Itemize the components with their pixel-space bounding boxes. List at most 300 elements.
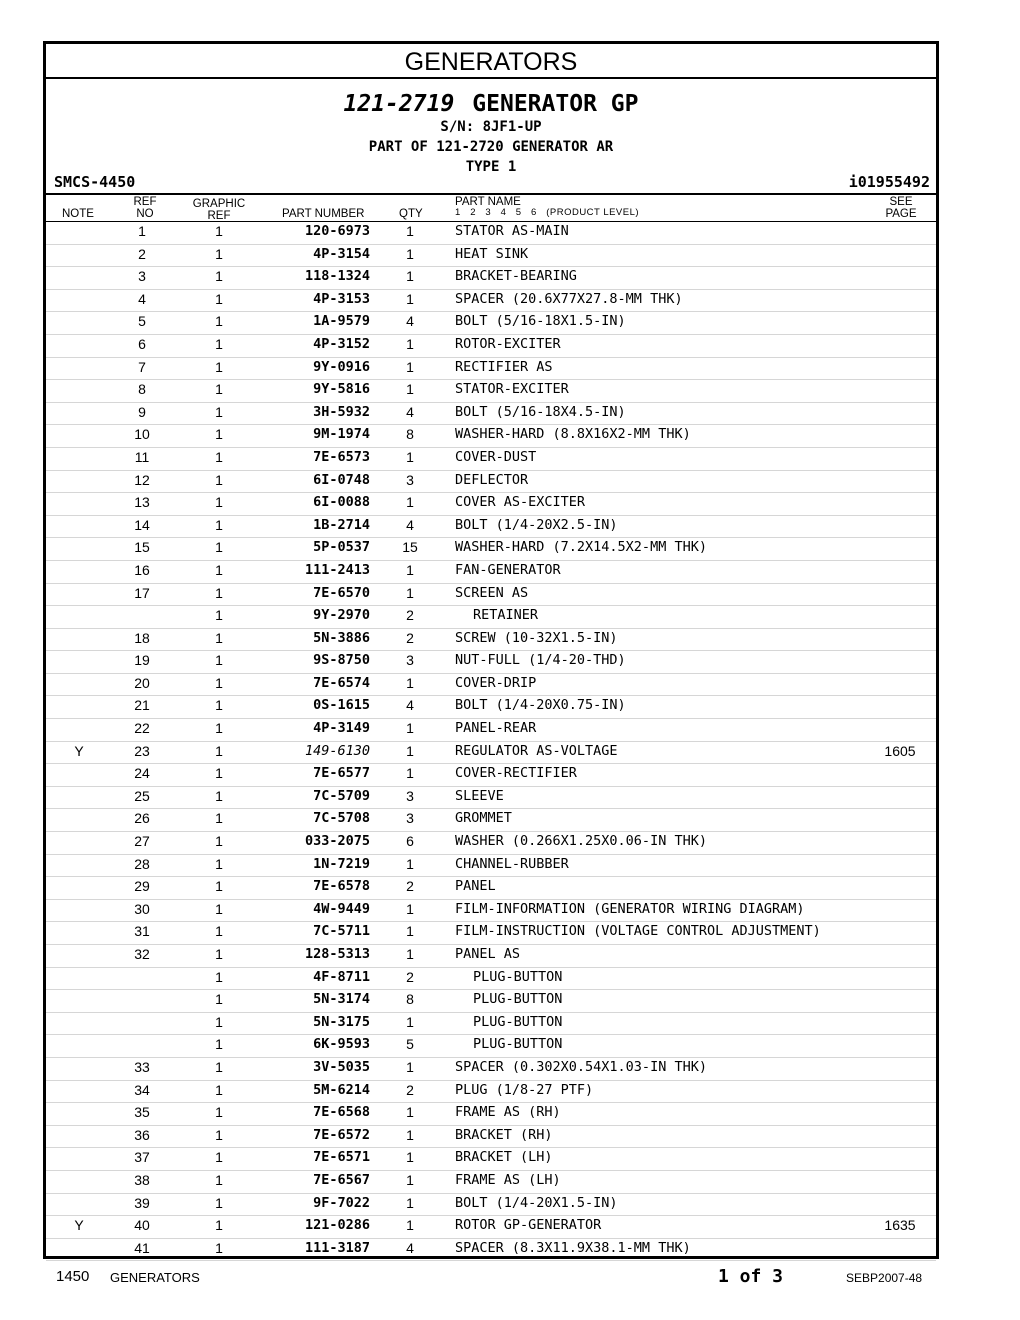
graphic-ref-cell: 1: [215, 494, 223, 511]
qty-cell: 1: [406, 1217, 414, 1234]
part-number-cell: 9Y-2970: [313, 607, 370, 624]
qty-cell: 4: [406, 403, 414, 420]
qty-cell: 1: [406, 1126, 414, 1143]
see-page-cell: 1635: [884, 1217, 916, 1234]
graphic-ref-cell: 1: [215, 1013, 223, 1030]
ref-no-cell: 25: [134, 787, 150, 804]
part-number-cell: 033-2075: [304, 833, 370, 850]
part-number-cell: 7E-6578: [313, 878, 370, 895]
table-row: [46, 222, 936, 245]
graphic-ref-cell: 1: [215, 878, 223, 895]
graphic-ref-cell: 1: [215, 268, 223, 285]
table-row: [46, 312, 936, 335]
footer-page-number: 1450: [56, 1268, 90, 1285]
qty-cell: 1: [406, 674, 414, 691]
part-number-cell: 5N-3175: [313, 1013, 370, 1030]
part-name-cell: BOLT (5/16-18X1.5-IN): [455, 313, 626, 330]
qty-cell: 1: [406, 1058, 414, 1075]
smcs-code: SMCS-4450: [54, 173, 136, 191]
qty-cell: 1: [406, 1171, 414, 1188]
ref-no-cell: 22: [134, 720, 150, 737]
table-row: [46, 448, 936, 471]
graphic-ref-cell: 1: [215, 968, 223, 985]
graphic-ref-cell: 1: [215, 584, 223, 601]
part-name-cell: SPACER (0.302X0.54X1.03-IN THK): [455, 1058, 707, 1075]
part-name-cell: REGULATOR AS-VOLTAGE: [455, 742, 618, 759]
part-number-cell: 3V-5035: [313, 1058, 370, 1075]
table-row: [46, 584, 936, 607]
ref-no-cell: 19: [134, 652, 150, 669]
ref-no-cell: 23: [134, 742, 150, 759]
qty-cell: 4: [406, 516, 414, 533]
qty-cell: 8: [406, 991, 414, 1008]
part-name-cell: PANEL-REAR: [455, 720, 537, 737]
ref-no-cell: 36: [134, 1126, 150, 1143]
ref-no-cell: 2: [138, 245, 146, 262]
part-name-cell: BRACKET-BEARING: [455, 268, 577, 285]
section-title: GENERATORS: [46, 44, 936, 79]
part-number-cell: 121-0286: [304, 1217, 370, 1234]
qty-cell: 1: [406, 290, 414, 307]
part-number-cell: 0S-1615: [313, 697, 370, 714]
graphic-ref-cell: 1: [215, 561, 223, 578]
qty-cell: 1: [406, 561, 414, 578]
part-number-cell: 9F-7022: [313, 1194, 370, 1211]
part-name-cell: COVER AS-EXCITER: [455, 494, 586, 511]
part-number-cell: 4W-9449: [313, 900, 370, 917]
part-name-cell: SPACER (8.3X11.9X38.1-MM THK): [455, 1239, 691, 1256]
footer-doc-id: SEBP2007-48: [846, 1271, 923, 1285]
footer-section: GENERATORS: [110, 1270, 200, 1285]
part-number-cell: 7E-6572: [313, 1126, 370, 1143]
qty-cell: 2: [406, 878, 414, 895]
part-number-cell: 3H-5932: [313, 403, 370, 420]
table-row: [46, 1194, 936, 1217]
ref-no-cell: 28: [134, 855, 150, 872]
graphic-ref-cell: 1: [215, 1058, 223, 1075]
qty-cell: 1: [406, 584, 414, 601]
part-name-cell: RECTIFIER AS: [455, 358, 553, 375]
table-row: [46, 1239, 936, 1262]
graphic-ref-cell: 1: [215, 426, 223, 443]
part-name-cell: BRACKET (LH): [455, 1149, 553, 1166]
qty-cell: 1: [406, 335, 414, 352]
part-name-cell: PLUG-BUTTON: [473, 991, 563, 1008]
qty-cell: 1: [406, 223, 414, 239]
note-cell: Y: [74, 1217, 84, 1234]
qty-cell: 5: [406, 1036, 414, 1053]
part-name-cell: PANEL AS: [455, 946, 521, 962]
part-number-cell: 4P-3149: [313, 720, 370, 737]
graphic-ref-cell: 1: [215, 946, 223, 962]
table-row: [46, 380, 936, 403]
group-title: [46, 79, 936, 117]
part-number-cell: 5N-3174: [313, 991, 370, 1008]
part-name-cell: PLUG-BUTTON: [473, 1036, 563, 1053]
part-name-cell: PLUG-BUTTON: [473, 968, 563, 985]
group-number: 121-2719: [343, 91, 455, 117]
table-row: [46, 1216, 936, 1239]
part-number-cell: 111-3187: [304, 1239, 370, 1256]
part-name-cell: COVER-RECTIFIER: [455, 765, 577, 782]
qty-cell: 3: [406, 471, 414, 488]
qty-cell: 2: [406, 629, 414, 646]
table-row: [46, 290, 936, 313]
part-number-cell: 7C-5709: [313, 787, 370, 804]
table-row: [46, 425, 936, 448]
qty-cell: 1: [406, 946, 414, 962]
qty-cell: 1: [406, 1194, 414, 1211]
ref-no-cell: 32: [134, 946, 150, 962]
part-name-cell: SPACER (20.6X77X27.8-MM THK): [455, 290, 683, 307]
graphic-ref-cell: 1: [215, 652, 223, 669]
part-number-cell: 1A-9579: [313, 313, 370, 330]
part-name-cell: BOLT (1/4-20X0.75-IN): [455, 697, 626, 714]
graphic-ref-cell: 1: [215, 290, 223, 307]
qty-cell: 3: [406, 652, 414, 669]
part-name-cell: SCREW (10-32X1.5-IN): [455, 629, 618, 646]
qty-cell: 2: [406, 1081, 414, 1098]
ref-no-cell: 14: [134, 516, 150, 533]
qty-cell: 2: [406, 968, 414, 985]
table-row: [46, 1171, 936, 1194]
table-row: [46, 968, 936, 991]
part-number-cell: 7C-5708: [313, 810, 370, 827]
qty-cell: 1: [406, 381, 414, 398]
table-row: [46, 358, 936, 381]
part-name-cell: GROMMET: [455, 810, 512, 827]
ref-no-cell: 37: [134, 1149, 150, 1166]
part-number-cell: 7C-5711: [313, 923, 370, 940]
table-row: [46, 945, 936, 968]
ref-no-cell: 26: [134, 810, 150, 827]
table-row: [46, 471, 936, 494]
qty-cell: 1: [406, 1013, 414, 1030]
ref-no-cell: 8: [138, 381, 146, 398]
table-row: [46, 922, 936, 945]
graphic-ref-cell: 1: [215, 833, 223, 850]
table-row: [46, 674, 936, 697]
qty-cell: 1: [406, 448, 414, 465]
part-number-cell: 4P-3153: [313, 290, 370, 307]
graphic-ref-cell: 1: [215, 223, 223, 239]
qty-cell: 1: [406, 765, 414, 782]
graphic-ref-cell: 1: [215, 810, 223, 827]
table-row: [46, 990, 936, 1013]
part-name-cell: FILM-INSTRUCTION (VOLTAGE CONTROL ADJUSTMENT): [455, 923, 821, 940]
part-name-cell: ROTOR GP-GENERATOR: [455, 1217, 602, 1234]
table-row: [46, 1103, 936, 1126]
ref-no-cell: 10: [134, 426, 150, 443]
table-row: [46, 742, 936, 765]
table-row: [46, 651, 936, 674]
ref-no-cell: 35: [134, 1104, 150, 1121]
qty-cell: 1: [406, 923, 414, 940]
table-row: [46, 719, 936, 742]
graphic-ref-cell: 1: [215, 335, 223, 352]
part-name-cell: BOLT (5/16-18X4.5-IN): [455, 403, 626, 420]
part-number-cell: 9Y-0916: [313, 358, 370, 375]
table-row: [46, 764, 936, 787]
graphic-ref-cell: 1: [215, 471, 223, 488]
graphic-ref-cell: 1: [215, 403, 223, 420]
ref-no-cell: 20: [134, 674, 150, 691]
qty-cell: 15: [402, 539, 418, 556]
table-row: [46, 538, 936, 561]
part-number-cell: 5P-0537: [313, 539, 370, 556]
graphic-ref-cell: 1: [215, 245, 223, 262]
part-number-cell: 7E-6570: [313, 584, 370, 601]
part-name-cell: BOLT (1/4-20X2.5-IN): [455, 516, 618, 533]
table-row: [46, 855, 936, 878]
part-name-cell: BOLT (1/4-20X1.5-IN): [455, 1194, 618, 1211]
part-number-cell: 118-1324: [304, 268, 370, 285]
graphic-ref-cell: 1: [215, 1104, 223, 1121]
parts-list-frame: [43, 41, 939, 1259]
qty-cell: 4: [406, 313, 414, 330]
qty-cell: 3: [406, 787, 414, 804]
ref-no-cell: 30: [134, 900, 150, 917]
graphic-ref-cell: 1: [215, 720, 223, 737]
part-name-cell: HEAT SINK: [455, 245, 529, 262]
part-name-cell: BRACKET (RH): [455, 1126, 553, 1143]
part-number-cell: 5N-3886: [313, 629, 370, 646]
qty-cell: 2: [406, 607, 414, 624]
table-row: [46, 1081, 936, 1104]
part-number-cell: 9Y-5816: [313, 381, 370, 398]
table-row: [46, 1148, 936, 1171]
part-name-cell: PLUG (1/8-27 PTF): [455, 1081, 594, 1098]
part-number-cell: 7E-6568: [313, 1104, 370, 1121]
group-name: GENERATOR GP: [472, 91, 639, 117]
part-number-cell: 6K-9593: [313, 1036, 370, 1053]
part-name-cell: DEFLECTOR: [455, 471, 529, 488]
part-number-cell: 4P-3154: [313, 245, 370, 262]
col-see-page: SEE PAGE: [885, 196, 917, 220]
part-name-cell: PANEL: [455, 878, 496, 895]
part-name-cell: FRAME AS (LH): [455, 1171, 561, 1188]
graphic-ref-cell: 1: [215, 448, 223, 465]
table-row: [46, 245, 936, 268]
ref-no-cell: 5: [138, 313, 146, 330]
graphic-ref-cell: 1: [215, 539, 223, 556]
graphic-ref-cell: 1: [215, 313, 223, 330]
graphic-ref-cell: 1: [215, 855, 223, 872]
ref-no-cell: 31: [134, 923, 150, 940]
table-row: [46, 877, 936, 900]
table-row: [46, 1058, 936, 1081]
table-row: [46, 335, 936, 358]
part-name-cell: SLEEVE: [455, 787, 504, 804]
table-row: [46, 787, 936, 810]
part-name-cell: FRAME AS (RH): [455, 1104, 561, 1121]
part-number-cell: 5M-6214: [313, 1081, 370, 1098]
part-name-cell: SCREEN AS: [455, 584, 529, 601]
graphic-ref-cell: 1: [215, 1081, 223, 1098]
page-footer: [0, 1264, 1020, 1294]
ref-no-cell: 21: [134, 697, 150, 714]
table-row: [46, 1013, 936, 1036]
qty-cell: 1: [406, 900, 414, 917]
part-number-cell: 1N-7219: [313, 855, 370, 872]
qty-cell: 6: [406, 833, 414, 850]
qty-cell: 4: [406, 1239, 414, 1256]
footer-page-of: 1 of 3: [718, 1266, 784, 1287]
table-row: [46, 267, 936, 290]
table-row: [46, 809, 936, 832]
part-number-cell: 4P-3152: [313, 335, 370, 352]
ref-no-cell: 33: [134, 1058, 150, 1075]
ref-no-cell: 12: [134, 471, 150, 488]
table-row: [46, 403, 936, 426]
ref-no-cell: 11: [134, 448, 150, 465]
graphic-ref-cell: 1: [215, 991, 223, 1008]
part-of-line: PART OF 121-2720 GENERATOR AR: [368, 139, 614, 155]
qty-cell: 1: [406, 268, 414, 285]
col-part-name: PART NAME: [455, 196, 521, 208]
part-name-cell: WASHER (0.266X1.25X0.06-IN THK): [455, 833, 707, 850]
part-number-cell: 128-5313: [304, 946, 370, 962]
column-header: [46, 193, 936, 222]
ref-no-cell: 40: [134, 1217, 150, 1234]
note-cell: Y: [74, 742, 84, 759]
graphic-ref-cell: 1: [215, 674, 223, 691]
part-number-cell: 120-6973: [304, 223, 370, 239]
illustration-id: i01955492: [848, 173, 930, 191]
part-number-cell: 149-6130: [304, 742, 370, 759]
table-row: [46, 516, 936, 539]
type-line: TYPE 1: [465, 159, 517, 175]
ref-no-cell: 39: [134, 1194, 150, 1211]
ref-no-cell: 1: [138, 223, 146, 239]
qty-cell: 3: [406, 810, 414, 827]
col-product-level: 1 2 3 4 5 6 (PRODUCT LEVEL): [455, 207, 640, 218]
graphic-ref-cell: 1: [215, 358, 223, 375]
col-graphic-ref: GRAPHIC REF: [192, 198, 246, 222]
graphic-ref-cell: 1: [215, 1239, 223, 1256]
ref-no-cell: 13: [134, 494, 150, 511]
graphic-ref-cell: 1: [215, 1217, 223, 1234]
ref-no-cell: 15: [134, 539, 150, 556]
part-number-cell: 9S-8750: [313, 652, 370, 669]
part-name-cell: COVER-DUST: [455, 448, 537, 465]
table-row: [46, 606, 936, 629]
qty-cell: 1: [406, 720, 414, 737]
group-header: [46, 79, 936, 193]
ref-no-cell: 18: [134, 629, 150, 646]
graphic-ref-cell: 1: [215, 1194, 223, 1211]
graphic-ref-cell: 1: [215, 765, 223, 782]
qty-cell: 8: [406, 426, 414, 443]
part-name-cell: WASHER-HARD (8.8X16X2-MM THK): [455, 426, 691, 443]
ref-no-cell: 41: [134, 1239, 150, 1256]
ref-no-cell: 16: [134, 561, 150, 578]
graphic-ref-cell: 1: [215, 381, 223, 398]
table-row: [46, 832, 936, 855]
graphic-ref-cell: 1: [215, 1036, 223, 1053]
part-number-cell: 9M-1974: [313, 426, 370, 443]
table-row: [46, 900, 936, 923]
ref-no-cell: 7: [138, 358, 146, 375]
col-ref-no: REF NO: [133, 196, 157, 220]
graphic-ref-cell: 1: [215, 900, 223, 917]
see-page-cell: 1605: [884, 742, 916, 759]
table-row: [46, 1126, 936, 1149]
part-name-cell: FILM-INFORMATION (GENERATOR WIRING DIAGRAM): [455, 900, 805, 917]
qty-cell: 1: [406, 245, 414, 262]
part-name-cell: PLUG-BUTTON: [473, 1013, 563, 1030]
qty-cell: 1: [406, 742, 414, 759]
graphic-ref-cell: 1: [215, 629, 223, 646]
table-row: [46, 696, 936, 719]
qty-cell: 1: [406, 1149, 414, 1166]
part-name-cell: ROTOR-EXCITER: [455, 335, 561, 352]
qty-cell: 1: [406, 1104, 414, 1121]
part-name-cell: FAN-GENERATOR: [455, 561, 561, 578]
ref-no-cell: 38: [134, 1171, 150, 1188]
part-number-cell: 7E-6574: [313, 674, 370, 691]
ref-no-cell: 24: [134, 765, 150, 782]
part-number-cell: 4F-8711: [313, 968, 370, 985]
ref-no-cell: 29: [134, 878, 150, 895]
qty-cell: 4: [406, 697, 414, 714]
table-row: [46, 561, 936, 584]
graphic-ref-cell: 1: [215, 697, 223, 714]
part-name-cell: WASHER-HARD (7.2X14.5X2-MM THK): [455, 539, 707, 556]
table-row: [46, 1035, 936, 1058]
part-number-cell: 7E-6567: [313, 1171, 370, 1188]
ref-no-cell: 3: [138, 268, 146, 285]
ref-no-cell: 27: [134, 833, 150, 850]
ref-no-cell: 34: [134, 1081, 150, 1098]
col-part-number: PART NUMBER: [282, 208, 365, 220]
graphic-ref-cell: 1: [215, 607, 223, 624]
col-qty: QTY: [399, 208, 423, 220]
graphic-ref-cell: 1: [215, 923, 223, 940]
part-number-cell: 7E-6571: [313, 1149, 370, 1166]
part-number-cell: 7E-6577: [313, 765, 370, 782]
part-number-cell: 7E-6573: [313, 448, 370, 465]
graphic-ref-cell: 1: [215, 1149, 223, 1166]
parts-table-body: [46, 222, 936, 1261]
ref-no-cell: 17: [134, 584, 150, 601]
serial-range: S/N: 8JF1-UP: [440, 119, 542, 135]
part-name-cell: RETAINER: [473, 607, 539, 624]
graphic-ref-cell: 1: [215, 516, 223, 533]
table-row: [46, 629, 936, 652]
graphic-ref-cell: 1: [215, 1171, 223, 1188]
part-name-cell: NUT-FULL (1/4-20-THD): [455, 652, 626, 669]
part-number-cell: 1B-2714: [313, 516, 370, 533]
table-row: [46, 493, 936, 516]
qty-cell: 1: [406, 855, 414, 872]
part-name-cell: CHANNEL-RUBBER: [455, 855, 569, 872]
qty-cell: 1: [406, 358, 414, 375]
part-name-cell: STATOR AS-MAIN: [455, 223, 569, 239]
graphic-ref-cell: 1: [215, 787, 223, 804]
part-number-cell: 6I-0748: [313, 471, 370, 488]
ref-no-cell: 4: [138, 290, 146, 307]
graphic-ref-cell: 1: [215, 742, 223, 759]
col-note: NOTE: [62, 208, 94, 220]
part-name-cell: STATOR-EXCITER: [455, 381, 569, 398]
graphic-ref-cell: 1: [215, 1126, 223, 1143]
qty-cell: 1: [406, 494, 414, 511]
part-number-cell: 111-2413: [304, 561, 370, 578]
part-number-cell: 6I-0088: [313, 494, 370, 511]
part-name-cell: COVER-DRIP: [455, 674, 537, 691]
ref-no-cell: 6: [138, 335, 146, 352]
